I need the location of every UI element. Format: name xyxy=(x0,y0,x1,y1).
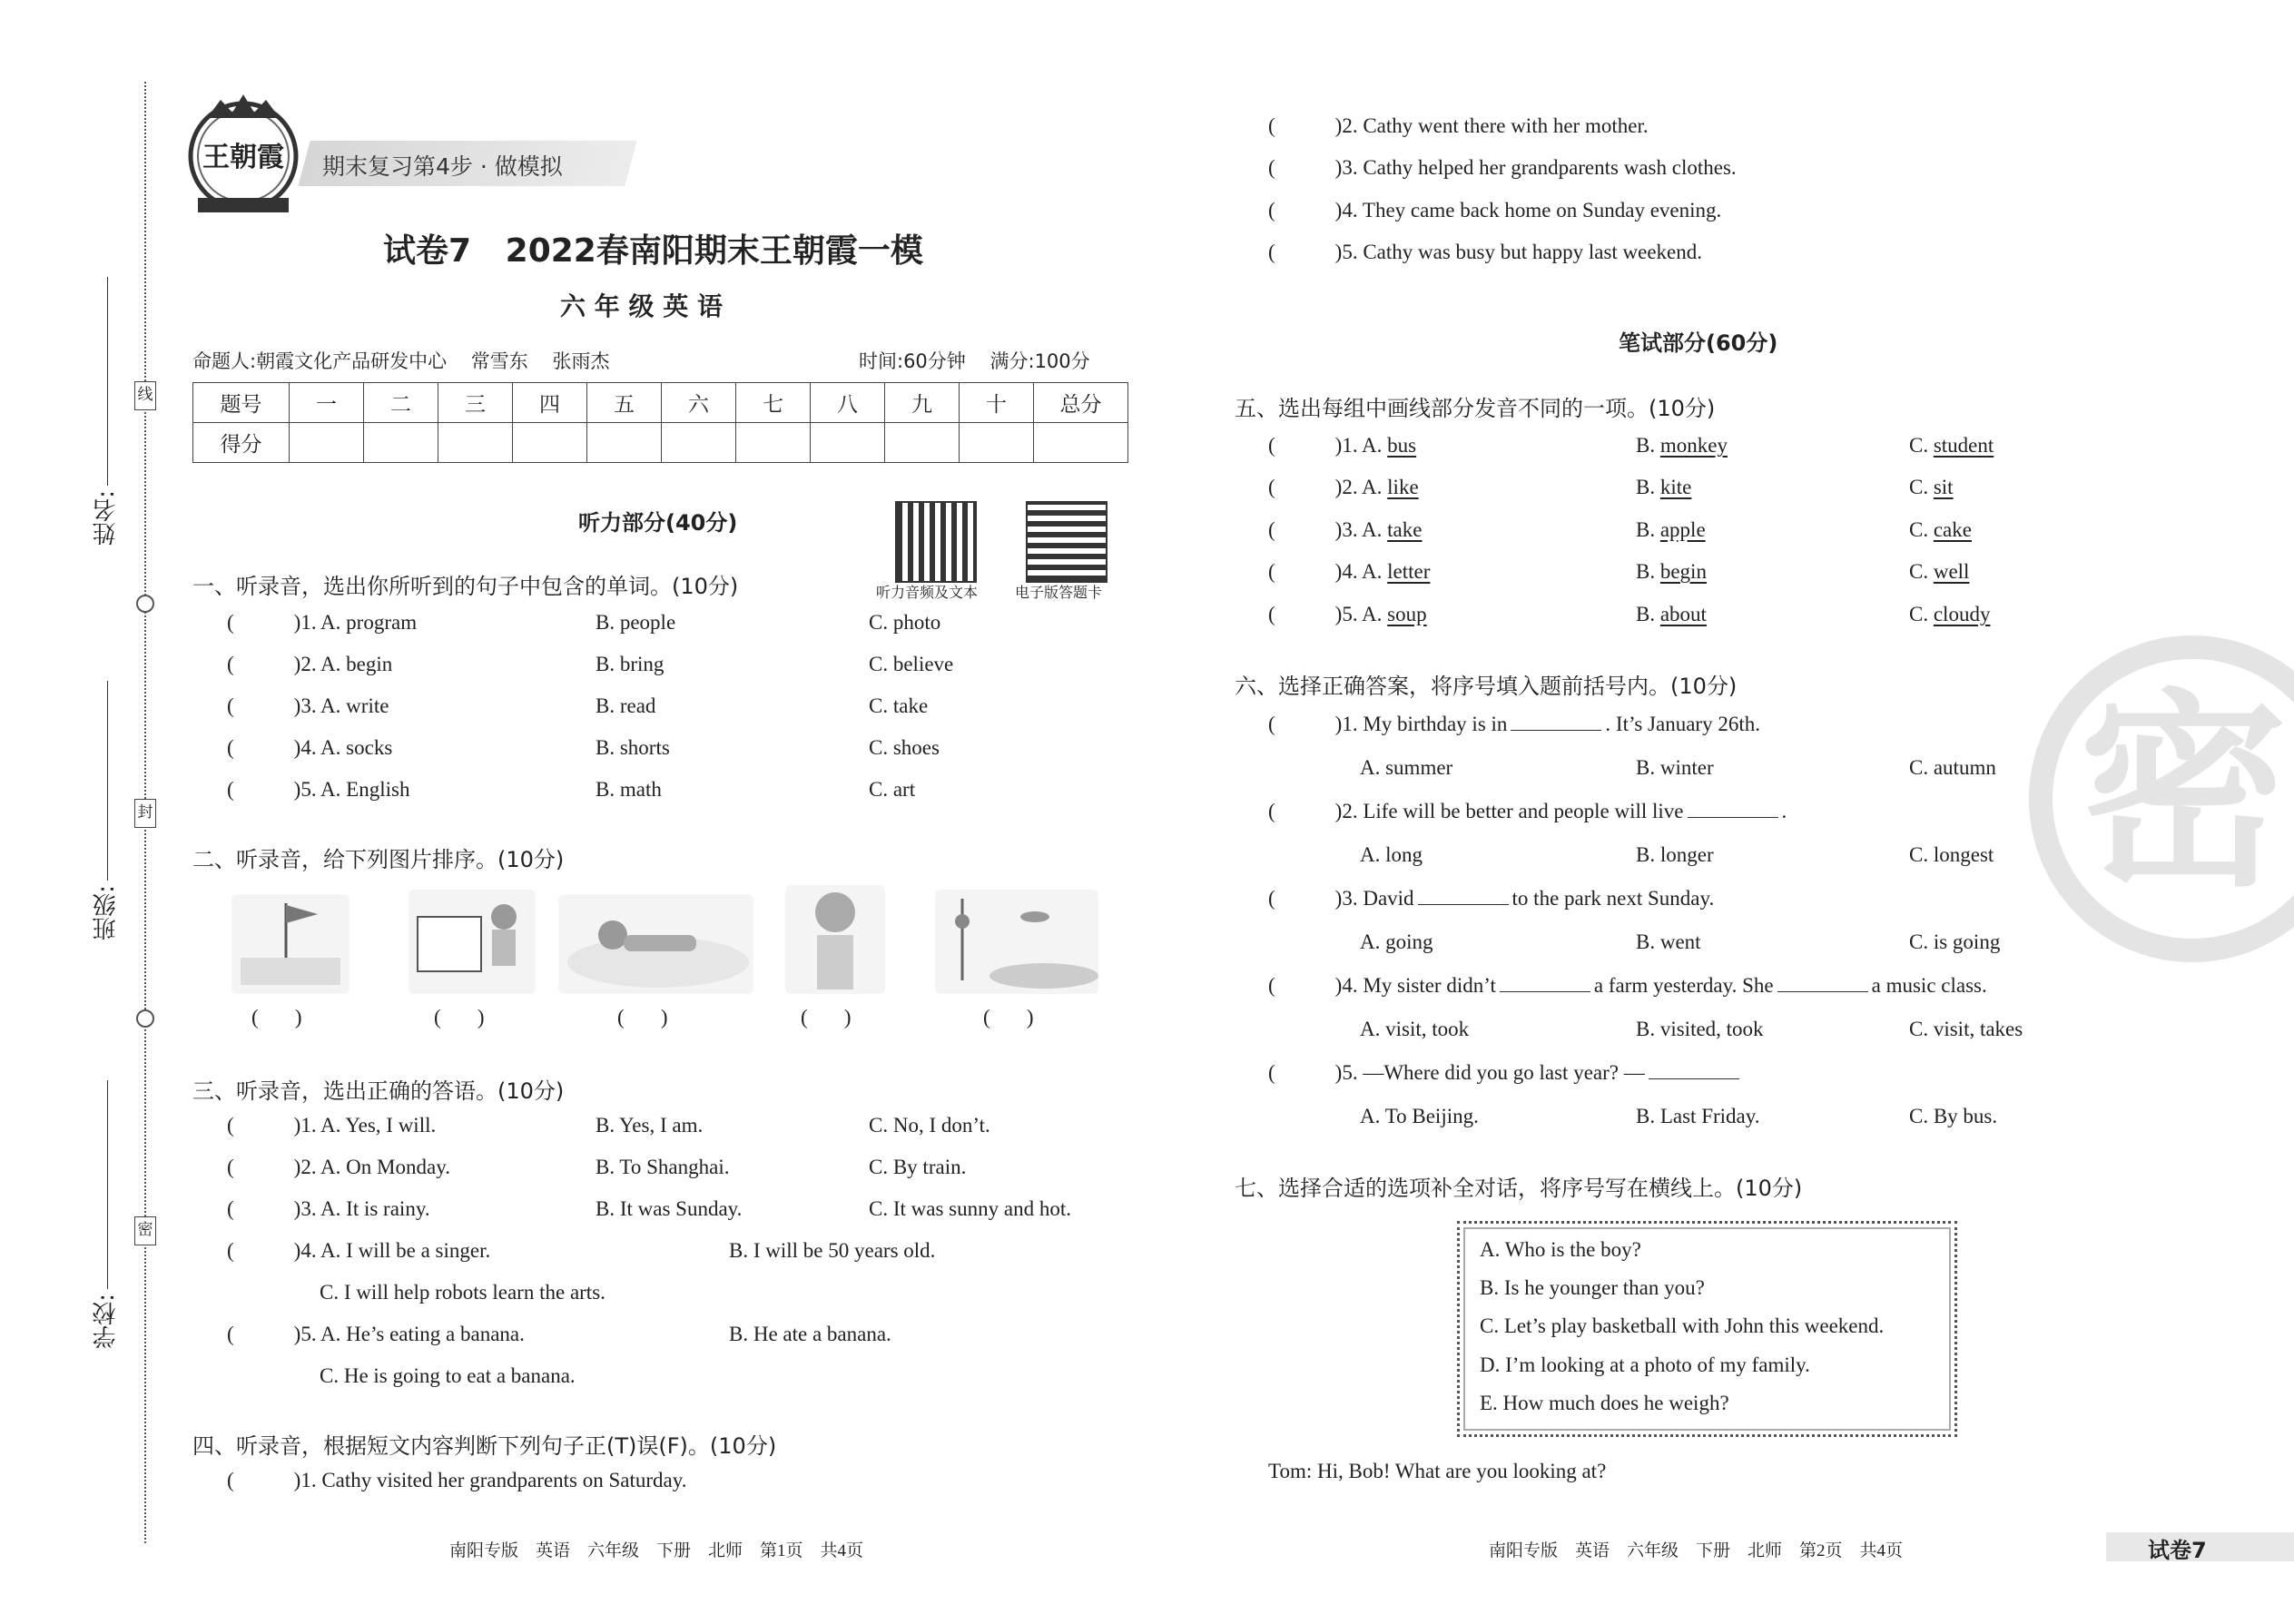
binding-mark-secret: 密 xyxy=(134,1216,156,1245)
s1-option: B. bring xyxy=(596,653,665,675)
s5-option: B. monkey xyxy=(1636,434,1728,457)
school-field[interactable] xyxy=(107,1080,108,1289)
school-label: 学校: xyxy=(93,1294,120,1349)
s1-option: C. art xyxy=(869,778,916,801)
s3-item-5: ( )5. A. He’s eating a banana. xyxy=(227,1323,525,1345)
page-subtitle: 六 年 级 英 语 xyxy=(560,291,723,321)
s3-option: C. It was sunny and hot. xyxy=(869,1197,1071,1220)
s6-option: B. went xyxy=(1636,930,1701,953)
s1-item-1: ( )1. A. program xyxy=(227,611,418,634)
s6-item-1: ( )1. My birthday is in . It’s January 26th. xyxy=(1268,713,1760,735)
listening-heading: 听力部分(40分) xyxy=(578,510,738,536)
picture-piano xyxy=(409,890,536,994)
score-cell[interactable] xyxy=(1034,423,1128,463)
s6-option: A. long xyxy=(1360,843,1423,866)
s3-item-4: ( )4. A. I will be a singer. xyxy=(227,1239,491,1262)
score-header: 二 xyxy=(364,383,438,423)
option-b: B. Is he younger than you? xyxy=(1480,1276,1705,1299)
class-label: 班级: xyxy=(93,885,120,940)
picture-girl xyxy=(785,885,885,994)
s3-option: C. I will help robots learn the arts. xyxy=(320,1281,605,1304)
s6-option: C. visit, takes xyxy=(1909,1018,2023,1040)
score-header: 总分 xyxy=(1034,383,1128,423)
footer-right: 南阳专版 英语 六年级 下册 北师 第2页 共4页 xyxy=(1489,1541,1904,1560)
s1-option: C. photo xyxy=(869,611,941,634)
s5-item-4: ( )4. A. letter xyxy=(1268,560,1431,583)
score-header: 四 xyxy=(513,383,587,423)
s5-option: C. well xyxy=(1909,560,1970,583)
pic-answer-2[interactable]: ( ) xyxy=(434,1006,485,1029)
footer-left: 南阳专版 英语 六年级 下册 北师 第1页 共4页 xyxy=(449,1541,864,1560)
pic-answer-1[interactable]: ( ) xyxy=(251,1006,302,1029)
score-header: 题号 xyxy=(193,383,290,423)
score-header: 十 xyxy=(960,383,1034,423)
picture-city-future xyxy=(935,890,1098,994)
score-cell[interactable] xyxy=(364,423,438,463)
s5-item-5: ( )5. A. soup xyxy=(1268,603,1427,625)
s6-option: B. longer xyxy=(1636,843,1714,866)
s1-option: B. shorts xyxy=(596,736,670,759)
s3-option: B. It was Sunday. xyxy=(596,1197,743,1220)
dialog-line-1: Tom: Hi, Bob! What are you looking at? xyxy=(1268,1460,1607,1482)
binding-circle-1 xyxy=(136,595,154,613)
s1-option: C. take xyxy=(869,694,929,717)
name-label: 姓名: xyxy=(93,490,120,546)
s6-item-2: ( )2. Life will be better and people will live . xyxy=(1268,800,1787,822)
s4-item-3: ( )3. Cathy helped her grandparents wash clothes. xyxy=(1268,156,1737,179)
banner-text: 期末复习第4步 · 做模拟 xyxy=(322,153,563,180)
s1-item-5: ( )5. A. English xyxy=(227,778,410,801)
s3-item-1: ( )1. A. Yes, I will. xyxy=(227,1114,437,1137)
score-header: 五 xyxy=(587,383,662,423)
pic-answer-3[interactable]: ( ) xyxy=(617,1006,668,1029)
section-7-title: 七、选择合适的选项补全对话，将序号写在横线上。(10分) xyxy=(1235,1176,1803,1201)
s1-item-2: ( )2. A. begin xyxy=(227,653,393,675)
s5-item-1: ( )1. A. bus xyxy=(1268,434,1417,457)
s6-option: C. autumn xyxy=(1909,756,1996,779)
section-1-title: 一、听录音，选出你所听到的句子中包含的单词。(10分) xyxy=(192,574,739,599)
score-cell[interactable] xyxy=(290,423,364,463)
s6-item-5: ( )5. —Where did you go last year? — xyxy=(1268,1061,1743,1085)
s5-option: B. apple xyxy=(1636,518,1706,541)
score-header: 九 xyxy=(885,383,960,423)
option-e: E. How much does he weigh? xyxy=(1480,1392,1729,1414)
s1-item-4: ( )4. A. socks xyxy=(227,736,393,759)
s1-option: C. believe xyxy=(869,653,954,675)
authors: 命题人:朝霞文化产品研发中心 常雪东 张雨杰 xyxy=(192,350,610,372)
s5-option: C. cake xyxy=(1909,518,1972,541)
s1-option: C. shoes xyxy=(869,736,940,759)
s3-option: B. Yes, I am. xyxy=(596,1114,704,1137)
s5-item-2: ( )2. A. like xyxy=(1268,476,1419,498)
s6-item-3: ( )3. David to the park next Sunday. xyxy=(1268,887,1715,910)
binding-circle-2 xyxy=(136,1009,154,1028)
s3-item-2: ( )2. A. On Monday. xyxy=(227,1156,450,1178)
s3-option: B. I will be 50 years old. xyxy=(729,1239,936,1262)
s3-option: C. He is going to eat a banana. xyxy=(320,1364,576,1387)
s1-option: B. people xyxy=(596,611,676,634)
s1-option: B. math xyxy=(596,778,662,801)
section-5-title: 五、选出每组中画线部分发音不同的一项。(10分) xyxy=(1235,396,1716,421)
binding-mark-line: 线 xyxy=(134,381,156,410)
score-cell[interactable] xyxy=(438,423,513,463)
option-a: A. Who is the boy? xyxy=(1480,1238,1641,1261)
section-2-title: 二、听录音，给下列图片排序。(10分) xyxy=(192,847,565,872)
brand-logo xyxy=(180,91,307,218)
s3-option: B. He ate a banana. xyxy=(729,1323,891,1345)
s5-option: C. student xyxy=(1909,434,1994,457)
s6-option: B. Last Friday. xyxy=(1636,1105,1760,1127)
page-title: 试卷7 2022春南阳期末王朝霞一模 xyxy=(383,232,923,270)
s5-option: C. sit xyxy=(1909,476,1954,498)
qr-label-audio: 听力音频及文本 xyxy=(876,586,979,601)
section-6-title: 六、选择正确答案，将序号填入题前括号内。(10分) xyxy=(1235,674,1738,699)
s6-option: A. going xyxy=(1360,930,1433,953)
score-cell[interactable] xyxy=(513,423,587,463)
score-header: 六 xyxy=(662,383,736,423)
option-c: C. Let’s play basketball with John this weekend. xyxy=(1480,1314,1885,1337)
score-header: 七 xyxy=(736,383,811,423)
s4-item-2: ( )2. Cathy went there with her mother. xyxy=(1268,114,1649,137)
score-cell[interactable] xyxy=(736,423,811,463)
picture-swimming xyxy=(558,894,753,994)
s4-item-1: ( )1. Cathy visited her grandparents on Saturday. xyxy=(227,1469,687,1491)
s5-option: B. kite xyxy=(1636,476,1692,498)
s6-option: B. visited, took xyxy=(1636,1018,1764,1040)
footer-tab: 试卷7 xyxy=(2148,1538,2207,1563)
score-row-label: 得分 xyxy=(193,423,290,463)
brand-logo-text: 王朝霞 xyxy=(202,142,284,173)
score-header: 一 xyxy=(290,383,364,423)
s5-option: B. about xyxy=(1636,603,1707,625)
name-field[interactable] xyxy=(107,277,108,486)
qr-code-audio[interactable] xyxy=(895,501,977,583)
s3-option: B. To Shanghai. xyxy=(596,1156,730,1178)
score-header: 八 xyxy=(811,383,885,423)
section-4-title: 四、听录音，根据短文内容判断下列句子正(T)误(F)。(10分) xyxy=(192,1433,777,1459)
s6-option: A. visit, took xyxy=(1360,1018,1470,1040)
s5-item-3: ( )3. A. take xyxy=(1268,518,1423,541)
s3-option: C. By train. xyxy=(869,1156,967,1178)
binding-mark-seal: 封 xyxy=(134,799,156,828)
qr-code-answer-card[interactable] xyxy=(1026,501,1108,583)
score-cell[interactable] xyxy=(811,423,885,463)
class-field[interactable] xyxy=(107,681,108,881)
s6-option: C. longest xyxy=(1909,843,1994,866)
score-cell[interactable] xyxy=(587,423,662,463)
s4-item-4: ( )4. They came back home on Sunday evening. xyxy=(1268,199,1722,221)
s6-option: C. By bus. xyxy=(1909,1105,1998,1127)
score-table xyxy=(192,382,1128,463)
s6-option: B. winter xyxy=(1636,756,1714,779)
s1-option: B. read xyxy=(596,694,656,717)
time-score: 时间:60分钟 满分:100分 xyxy=(859,350,1090,372)
score-header: 三 xyxy=(438,383,513,423)
s4-item-5: ( )5. Cathy was busy but happy last weekend. xyxy=(1268,241,1703,263)
qr-label-answer-card: 电子版答题卡 xyxy=(1015,586,1103,601)
s3-option: C. No, I don’t. xyxy=(869,1114,990,1137)
secret-stamp-char: 密 xyxy=(2079,673,2289,915)
pic-answer-4[interactable]: ( ) xyxy=(801,1006,852,1029)
score-cell[interactable] xyxy=(960,423,1034,463)
s3-item-3: ( )3. A. It is rainy. xyxy=(227,1197,430,1220)
option-d: D. I’m looking at a photo of my family. xyxy=(1480,1353,1810,1376)
pic-answer-5[interactable]: ( ) xyxy=(983,1006,1034,1029)
s5-option: C. cloudy xyxy=(1909,603,1991,625)
s6-item-4: ( )4. My sister didn’t a farm yesterday. She a music class. xyxy=(1268,974,1987,997)
writing-heading: 笔试部分(60分) xyxy=(1619,330,1778,356)
score-cell[interactable] xyxy=(885,423,960,463)
s6-option: A. To Beijing. xyxy=(1360,1105,1479,1127)
score-cell[interactable] xyxy=(662,423,736,463)
s6-option: A. summer xyxy=(1360,756,1453,779)
section-3-title: 三、听录音，选出正确的答语。(10分) xyxy=(192,1078,565,1104)
s5-option: B. begin xyxy=(1636,560,1707,583)
picture-flag-ice xyxy=(231,894,350,994)
s6-option: C. is going xyxy=(1909,930,2001,953)
s1-item-3: ( )3. A. write xyxy=(227,694,389,717)
